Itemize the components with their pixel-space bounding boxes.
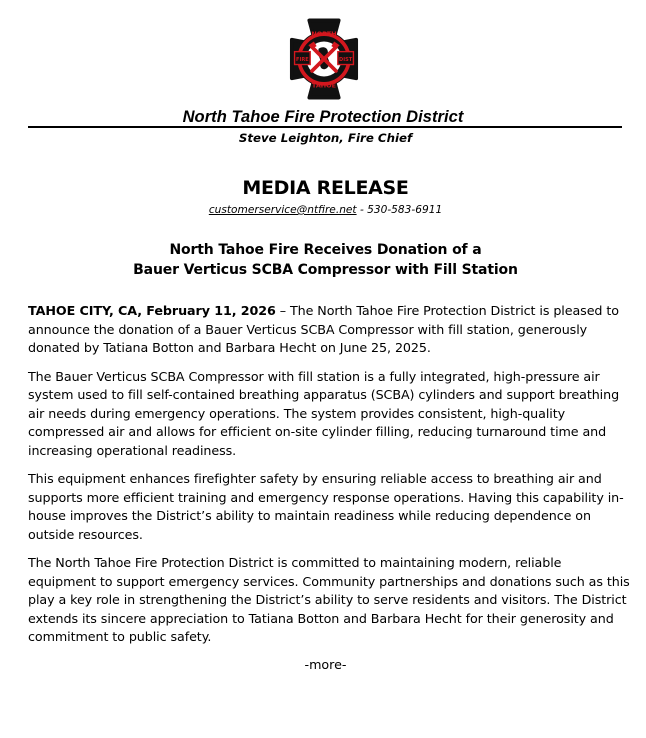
paragraph-line: system used to fill self-contained breathing apparatus (SCBA) cylinders and support breathing <box>28 387 620 402</box>
paragraph-line: supports more efficient training and emergency response operations. Having this capability in- <box>28 489 624 505</box>
paragraph-line: announce the donation of a Bauer Verticus SCBA Compressor with fill station, generously <box>28 321 588 337</box>
logo-top-text: NORTH <box>311 30 337 38</box>
logo-bottom-text: TAHOE <box>311 81 337 90</box>
paragraph-line: air needs during emergency operations. The system provides consistent, high-quality <box>28 405 566 421</box>
logo-left-text: FIRE <box>296 56 309 63</box>
paragraph-line <box>28 302 628 321</box>
paragraph-line: extends its sincere appreciation to Tatiana Botton and Barbara Hecht for their generosity and <box>28 610 614 626</box>
contact-phone: 530-583-6911 <box>367 204 443 216</box>
media-release-heading: MEDIA RELEASE <box>242 177 409 199</box>
paragraph-line: increasing operational readiness. <box>28 442 237 458</box>
contact-email-link[interactable]: customerservice@ntfire.net <box>208 204 357 216</box>
paragraph-line: The Bauer Verticus SCBA Compressor with fill station is a fully integrated, high-pressure air <box>28 368 600 384</box>
body-paragraph-2 <box>28 368 628 461</box>
paragraph-line: outside resources. <box>28 526 143 542</box>
paragraph-line-text: – The North Tahoe Fire Protection District is pleased to <box>275 303 619 318</box>
body-paragraph-3 <box>28 470 628 544</box>
body-paragraph-4 <box>28 554 628 647</box>
letterhead-divider <box>28 126 622 128</box>
paragraph-line: compressed air and allows for efficient on-site cylinder filling, reducing turnaround time and <box>28 424 607 439</box>
body-paragraph-1 <box>28 302 628 358</box>
paragraph-line: donated by Tatiana Botton and Barbara Hecht on June 25, 2025. <box>28 340 431 355</box>
release-body <box>28 302 628 657</box>
paragraph-line: commitment to public safety. <box>28 629 212 644</box>
headline-line-1: North Tahoe Fire Receives Donation of a <box>169 242 482 258</box>
more-continuation-marker: -more- <box>304 657 347 672</box>
release-headline <box>0 240 646 280</box>
paragraph-line: house improves the District’s ability to maintain readiness while reducing dependence on <box>28 508 591 523</box>
paragraph-line: play a key role in strengthening the District’s ability to serve residents and visitors. The District <box>28 592 627 607</box>
headline-line-2: Bauer Verticus SCBA Compressor with Fill Station <box>133 262 518 278</box>
paragraph-line: equipment to support emergency services. Community partnerships and donations such as this <box>28 573 630 589</box>
logo-right-text: DIST <box>339 56 353 63</box>
fire-district-badge-logo <box>278 13 370 105</box>
paragraph-line: The North Tahoe Fire Protection District is committed to maintaining modern, reliable <box>28 555 562 570</box>
fire-chief-line: Steve Leighton, Fire Chief <box>238 131 413 145</box>
contact-separator: - <box>356 204 368 216</box>
contact-line <box>0 204 646 216</box>
district-name-title: North Tahoe Fire Protection District <box>182 108 464 126</box>
dateline: TAHOE CITY, CA, February 11, 2026 <box>28 303 276 318</box>
paragraph-line: This equipment enhances firefighter safety by ensuring reliable access to breathing air and <box>28 471 602 486</box>
